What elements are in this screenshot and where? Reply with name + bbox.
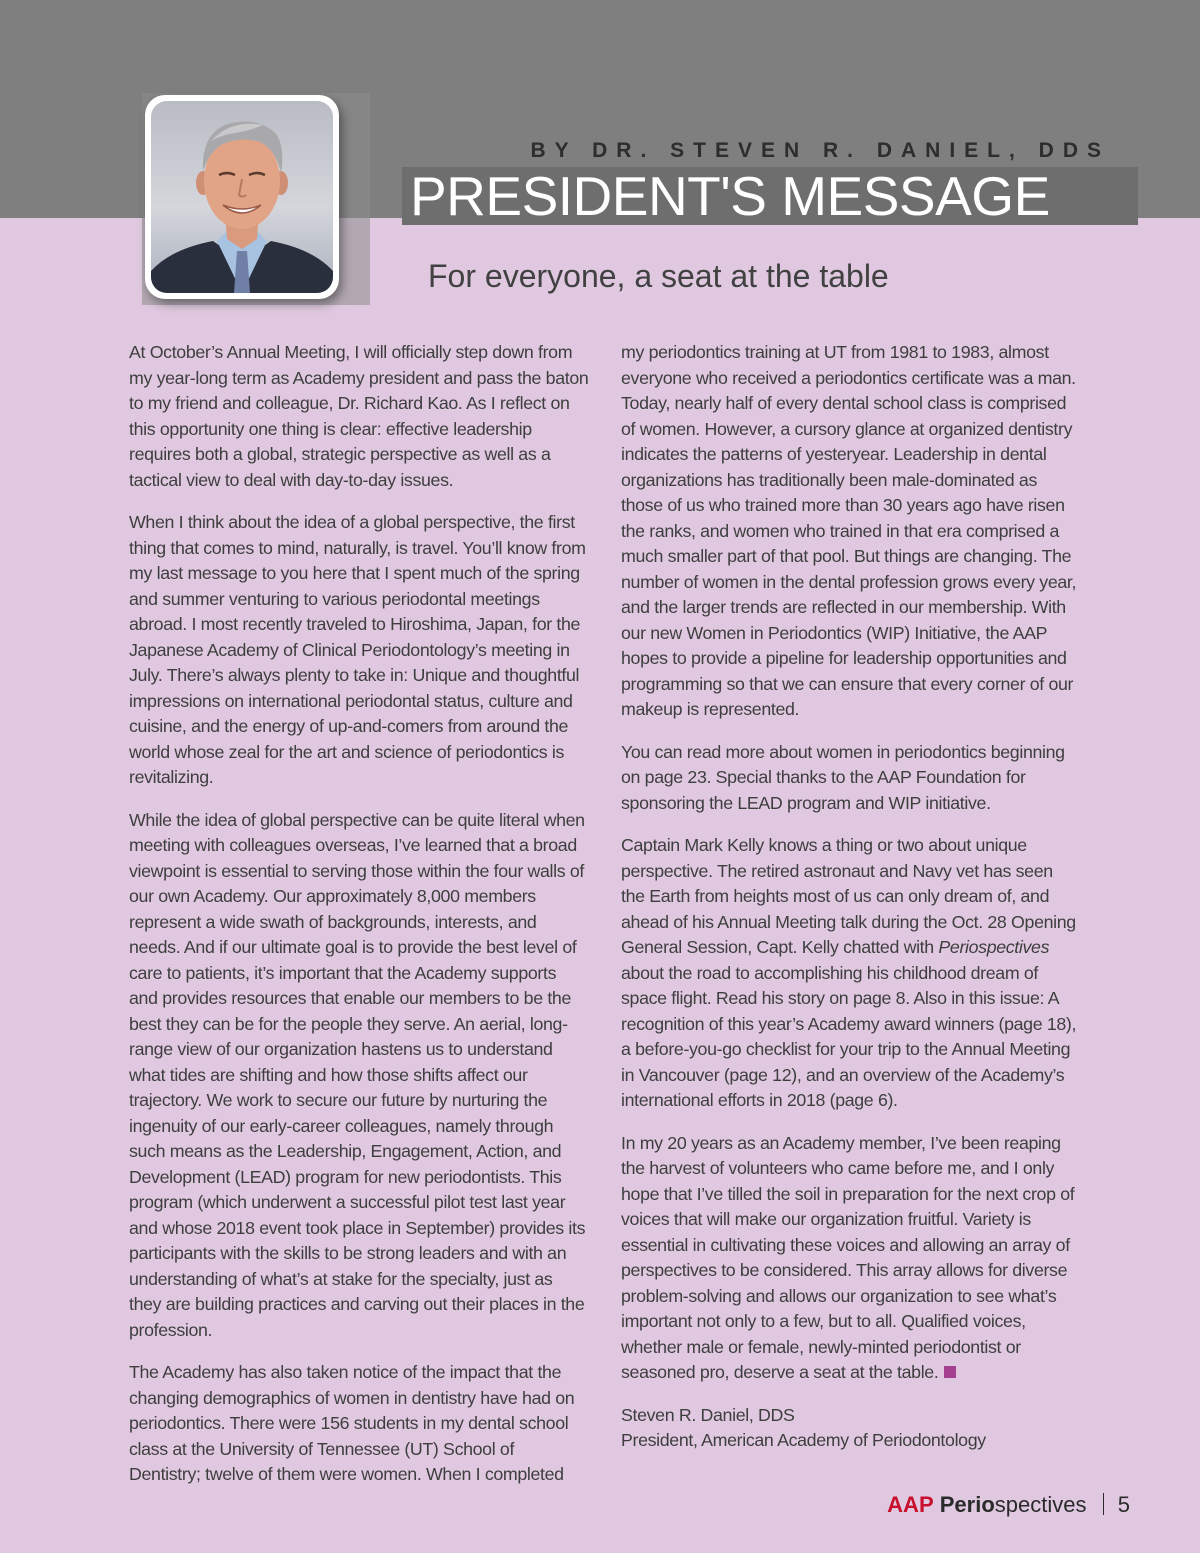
author-photo-frame (145, 95, 339, 299)
author-portrait-illustration (151, 101, 333, 293)
paragraph-closing (621, 1131, 1081, 1386)
page-title: PRESIDENT'S MESSAGE (410, 165, 1050, 227)
paragraph: You can read more about women in periodontics beginning on page 23. Special thanks to the AAP Foundation for sponsoring the LEAD program and WIP initiative. (621, 741, 1065, 813)
publication-name: Periospectives (938, 937, 1050, 957)
page-footer (887, 1492, 1130, 1518)
end-mark-icon (944, 1366, 956, 1378)
text: In my 20 years as an Academy member, I’ve been reaping the harvest of volunteers who came before me, and I only hope that I’ve tilled the soil in preparation for the next crop of voices that will make our organization fruitful. Variety is essential in cultivating these voices and allowing an array of perspectives to be considered. This array allows for diverse problem-solving and allows our organization to see what’s important not only to a few, but to all. Qualified voices, whether male or female, newly-minted periodontist or seasoned pro, deserve a seat at the table. (621, 1132, 1075, 1382)
brand-perio: Perio (939, 1492, 995, 1517)
paragraph: The Academy has also taken notice of the impact that the changing demographics of women in dentistry have had on periodontics. There were 156 students in my dental school class at the University of Tennessee (UT) School of Dentistry; twelve of them were women. When I completed (129, 1362, 575, 1484)
page-subtitle: For everyone, a seat at the table (428, 258, 889, 294)
signature-name: Steven R. Daniel, DDS (621, 1404, 795, 1425)
article-column-left (129, 340, 589, 1505)
text: about the road to accomplishing his childhood dream of space flight. Read his story on page 8. Also in this issue: A recognition of this year’s Academy award winners (page 18), a before-you-go checklist for your trip to the Annual Meeting in Vancouver (page 12), and an overview of the Academy’s international efforts in 2018 (page 6). (621, 962, 1077, 1110)
paragraph: At October’s Annual Meeting, I will officially step down from my year-long term as Academy president and pass the baton to my friend and colleague, Dr. Richard Kao. As I reflect on this opportunity one thing is clear: effective leadership requires both a global, strategic perspective as well as a tactical view to deal with day-to-day issues. (129, 342, 589, 490)
text: Captain Mark Kelly knows a thing or two about unique perspective. The retired astronaut and Navy vet has seen the Earth from heights most of us can only dream of, and ahead of his Annual Meeting talk during the Oct. 28 Opening General Session, Capt. Kelly chatted with (621, 835, 1076, 957)
paragraph-kelly (621, 833, 1081, 1114)
article-column-right (621, 340, 1081, 1454)
page-number: 5 (1117, 1492, 1130, 1517)
paragraph: my periodontics training at UT from 1981 to 1983, almost everyone who received a periodontics certificate was a man. Today, nearly half of every dental school class is comprised of women. However, a cursory glance at organized dentistry indicates the patterns of yesteryear. Leadership in dental organizations has traditionally been male-dominated as those of us who trained more than 30 years ago have risen the ranks, and women who trained in that era comprised a much smaller part of that pool. But things are changing. The number of women in the dental profession grows every year, and the larger trends are reflected in our membership. With our new Women in Periodontics (WIP) Initiative, the AAP hopes to provide a pipeline for leadership opportunities and programming so that we can ensure that every corner of our makeup is represented. (621, 342, 1077, 719)
paragraph: While the idea of global perspective can be quite literal when meeting with colleagues overseas, I’ve learned that a broad viewpoint is essential to serving those within the four walls of our own Academy. Our approximately 8,000 members represent a wide swath of backgrounds, interests, and needs. And if our ultimate goal is to provide the best level of care to patients, it’s important that the Academy supports and provides resources that enable our members to be the best they can be for the people they serve. An aerial, long-range view of our organization hastens us to understand what tides are shifting and how those shifts affect our trajectory. We work to secure our future by nurturing the ingenuity of our early-career colleagues, namely through such means as the Leadership, Engagement, Action, and Development (LEAD) program for new periodontists. This program (which underwent a successful pilot test last year and whose 2018 event took place in September) provides its participants with the skills to be strong leaders and with an understanding of what’s at stake for the specialty, just as they are building practices and carving out their places in the profession. (129, 809, 586, 1340)
byline: BY DR. STEVEN R. DANIEL, DDS (530, 139, 1110, 162)
footer-divider (1103, 1493, 1104, 1515)
signature (621, 1403, 1081, 1454)
brand-spectives: spectives (994, 1492, 1087, 1517)
signature-role: President, American Academy of Periodontology (621, 1430, 986, 1450)
brand-aap: AAP (887, 1492, 934, 1517)
paragraph: When I think about the idea of a global perspective, the first thing that comes to mind, naturally, is travel. You’ll know from my last message to you here that I spent much of the spring and summer venturing to various periodontal meetings abroad. I most recently traveled to Hiroshima, Japan, for the Japanese Academy of Clinical Periodontology’s meeting in July. There’s always plenty to take in: Unique and thoughtful impressions on international periodontal status, culture and cuisine, and the energy of up-and-comers from around the world whose zeal for the art and science of periodontics is revitalizing. (129, 512, 586, 787)
author-photo (151, 101, 333, 293)
